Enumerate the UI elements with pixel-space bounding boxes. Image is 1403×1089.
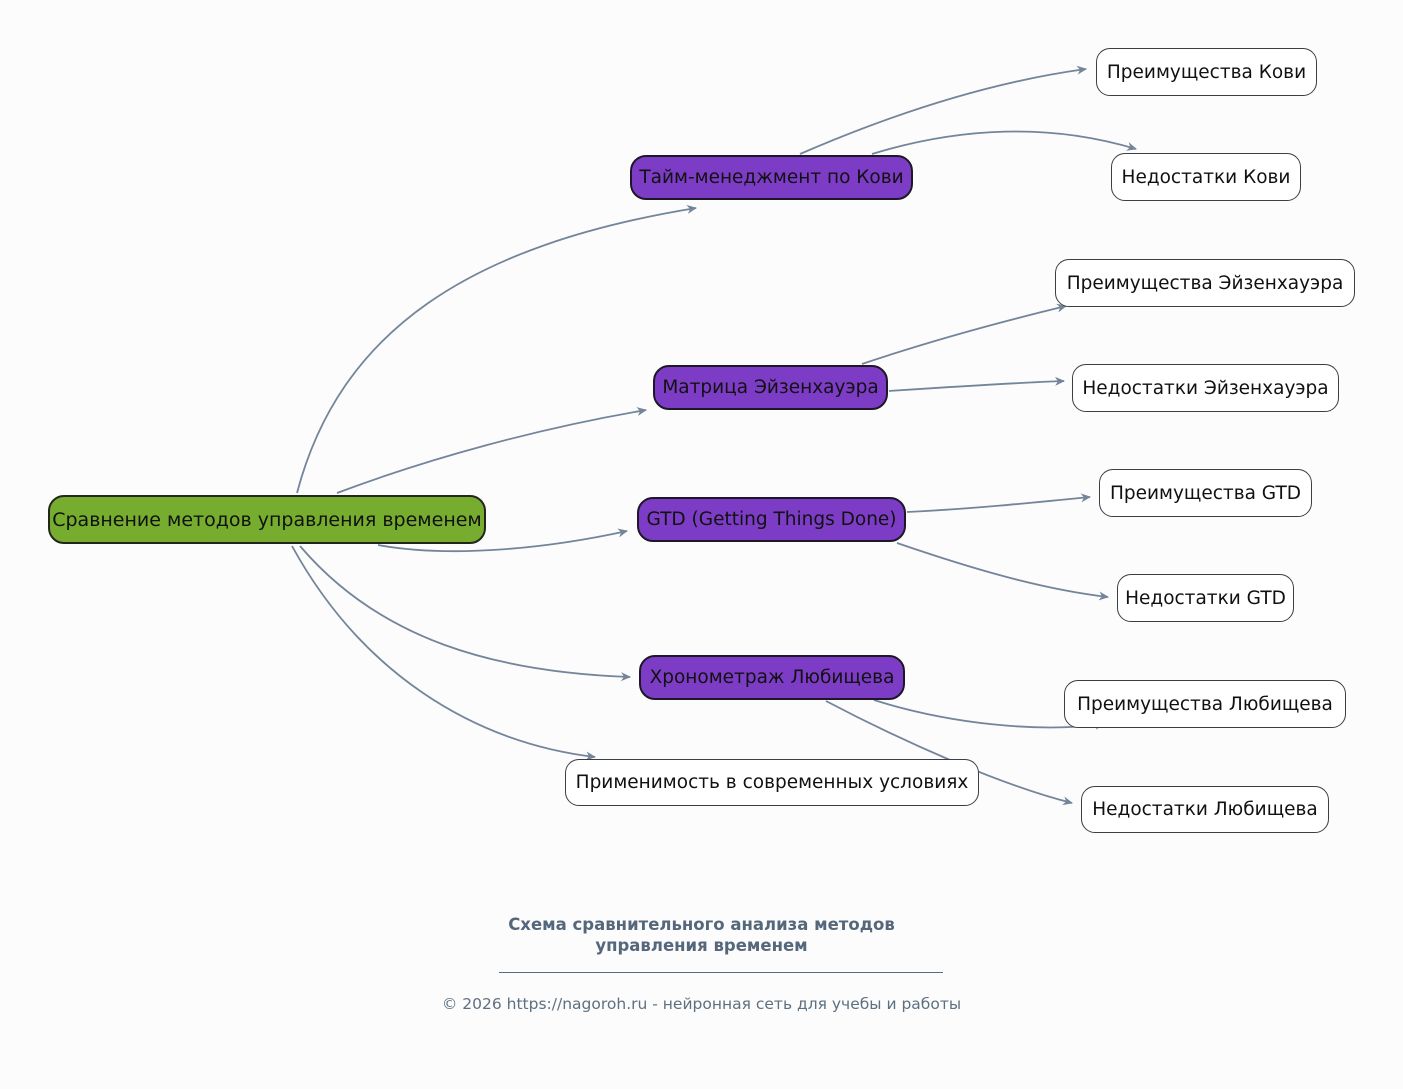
node-eisenhower: Матрица Эйзенхауэра bbox=[653, 365, 888, 410]
node-applicability: Применимость в современных условиях bbox=[565, 759, 979, 806]
diagram-caption-text: Схема сравнительного анализа методов управления временем bbox=[508, 915, 895, 955]
edge-root-to-covey bbox=[297, 208, 696, 493]
edge-covey-to-covey-pros bbox=[800, 69, 1086, 154]
node-covey: Тайм-менеджмент по Кови bbox=[630, 155, 913, 200]
edge-eisenhower-to-eis-cons bbox=[889, 381, 1064, 391]
node-lyubishchev: Хронометраж Любищева bbox=[639, 655, 905, 700]
edge-gtd-to-gtd-cons bbox=[897, 543, 1108, 597]
footer-divider bbox=[499, 963, 943, 973]
edge-gtd-to-gtd-pros bbox=[907, 497, 1090, 512]
node-lyub-pros: Преимущества Любищева bbox=[1064, 680, 1346, 728]
copyright-text: © 2026 https://nagoroh.ru - нейронная сеть для учебы и работы bbox=[441, 995, 962, 1013]
edge-root-to-lyubishchev bbox=[300, 546, 630, 677]
diagram-caption bbox=[0, 915, 1403, 957]
node-gtd-pros: Преимущества GTD bbox=[1099, 469, 1312, 517]
node-covey-pros: Преимущества Кови bbox=[1096, 48, 1317, 96]
node-eis-cons: Недостатки Эйзенхауэра bbox=[1072, 364, 1339, 412]
node-gtd-cons: Недостатки GTD bbox=[1117, 574, 1294, 622]
node-lyub-cons: Недостатки Любищева bbox=[1081, 786, 1329, 833]
node-gtd: GTD (Getting Things Done) bbox=[637, 497, 906, 542]
node-covey-cons: Недостатки Кови bbox=[1111, 153, 1301, 201]
edge-eisenhower-to-eis-pros bbox=[862, 306, 1066, 364]
node-eis-pros: Преимущества Эйзенхауэра bbox=[1055, 259, 1355, 307]
edge-covey-to-covey-cons bbox=[872, 131, 1136, 154]
edge-root-to-eisenhower bbox=[337, 410, 646, 493]
edge-root-to-applicability bbox=[292, 546, 595, 757]
node-root: Сравнение методов управления временем bbox=[48, 495, 486, 544]
